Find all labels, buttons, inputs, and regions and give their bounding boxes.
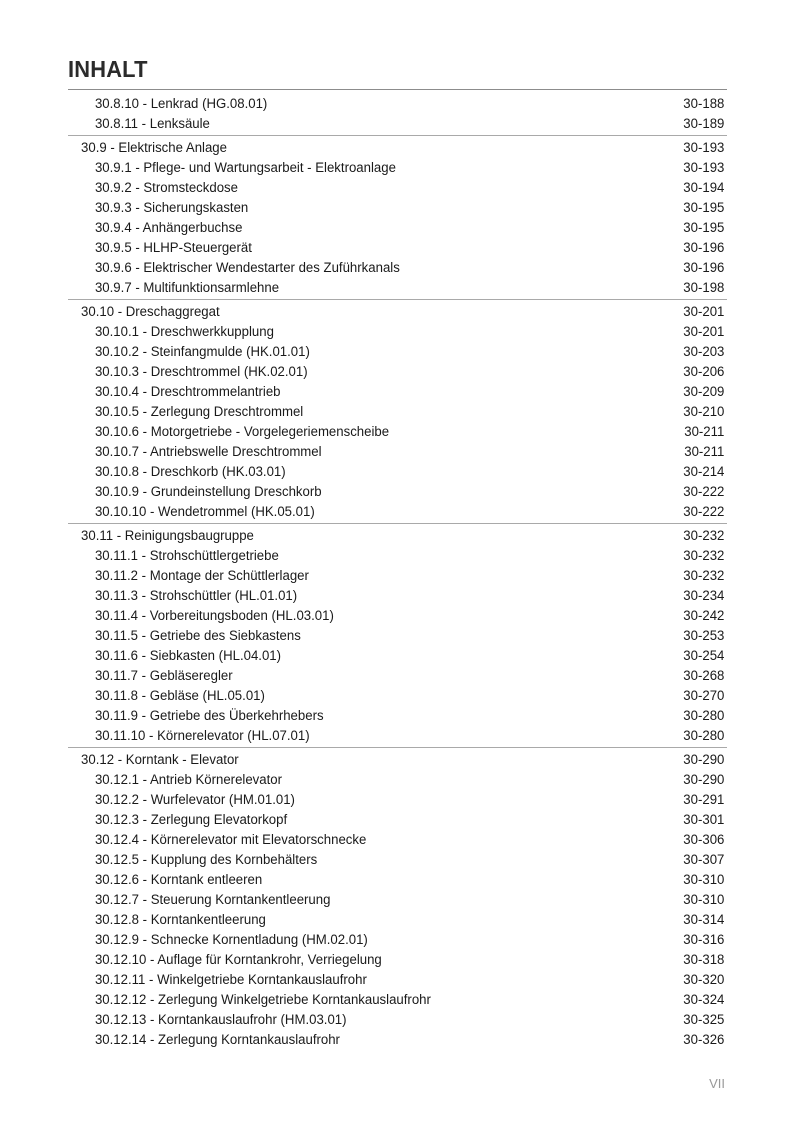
toc-entry-page: 30-196	[683, 260, 725, 276]
toc-entry-title: 30.9.7 - Multifunktionsarmlehne	[94, 280, 280, 296]
toc-entry-page: 30-290	[683, 772, 725, 788]
toc-entry[interactable]	[68, 94, 727, 114]
toc-entry[interactable]	[68, 850, 727, 870]
section-divider	[68, 523, 727, 524]
toc-entry-title: 30.9 - Elektrische Anlage	[81, 140, 227, 156]
toc-entry-title: 30.12.9 - Schnecke Kornentladung (HM.02.01)	[94, 932, 368, 948]
toc-entry-title: 30.11.10 - Körnerelevator (HL.07.01)	[94, 728, 310, 744]
toc-entry-page: 30-307	[683, 852, 725, 868]
toc-entry-page: 30-214	[683, 464, 725, 480]
toc-entry-page: 30-242	[683, 608, 725, 624]
toc-entry-page: 30-189	[683, 116, 725, 132]
toc-entry-page: 30-211	[684, 424, 725, 440]
toc-entry-title: 30.11.5 - Getriebe des Siebkastens	[94, 628, 301, 644]
toc-entry-page: 30-326	[683, 1032, 725, 1048]
toc-entry-title: 30.11.2 - Montage der Schüttlerlager	[94, 568, 309, 584]
toc-entry-page: 30-320	[683, 972, 725, 988]
page-title: INHALT	[68, 56, 148, 82]
toc-entry-title: 30.12.12 - Zerlegung Winkelgetriebe Korntankauslaufrohr	[94, 992, 431, 1008]
toc-entry-title: 30.12.13 - Korntankauslaufrohr (HM.03.01)	[94, 1012, 347, 1028]
toc-entry-title: 30.11.3 - Strohschüttler (HL.01.01)	[94, 588, 298, 604]
toc-entry-title: 30.10.2 - Steinfangmulde (HK.01.01)	[94, 344, 310, 360]
toc-entry-page: 30-196	[683, 240, 725, 256]
toc-entry-page: 30-195	[683, 200, 725, 216]
table-of-contents	[68, 94, 727, 1050]
toc-entry-title: 30.10.10 - Wendetrommel (HK.05.01)	[94, 504, 315, 520]
toc-entry-title: 30.8.10 - Lenkrad (HG.08.01)	[94, 96, 268, 112]
toc-entry-page: 30-280	[683, 728, 725, 744]
title-rule	[68, 89, 727, 90]
toc-entry-title: 30.10.4 - Dreschtrommelantrieb	[94, 384, 281, 400]
toc-entry-title: 30.10.3 - Dreschtrommel (HK.02.01)	[94, 364, 308, 380]
toc-entry-title: 30.9.3 - Sicherungskasten	[94, 200, 249, 216]
toc-entry[interactable]	[68, 402, 727, 422]
toc-entry[interactable]	[68, 870, 727, 890]
toc-entry-title: 30.12.14 - Zerlegung Korntankauslaufrohr	[94, 1032, 340, 1048]
toc-entry-page: 30-193	[683, 160, 725, 176]
toc-entry-page: 30-325	[683, 1012, 725, 1028]
toc-entry-page: 30-254	[683, 648, 725, 664]
toc-entry[interactable]	[68, 422, 727, 442]
toc-entry-page: 30-232	[683, 528, 725, 544]
toc-entry[interactable]	[68, 606, 727, 626]
toc-entry-title: 30.11.9 - Getriebe des Überkehrhebers	[94, 708, 324, 724]
toc-entry-title: 30.9.2 - Stromsteckdose	[94, 180, 238, 196]
toc-entry[interactable]	[68, 1030, 727, 1050]
toc-entry[interactable]	[68, 382, 727, 402]
toc-entry-title: 30.11.1 - Strohschüttlergetriebe	[94, 548, 279, 564]
toc-entry-page: 30-270	[683, 688, 725, 704]
toc-entry[interactable]	[68, 114, 727, 134]
section-divider	[68, 747, 727, 748]
toc-entry-page: 30-324	[683, 992, 725, 1008]
toc-entry-title: 30.12.10 - Auflage für Korntankrohr, Verriegelung	[94, 952, 382, 968]
toc-entry[interactable]	[68, 810, 727, 830]
toc-entry[interactable]	[68, 462, 727, 482]
toc-entry[interactable]	[68, 1010, 727, 1030]
toc-entry[interactable]	[68, 342, 727, 362]
toc-entry-page: 30-301	[683, 812, 725, 828]
toc-entry[interactable]	[68, 278, 727, 298]
toc-entry-page: 30-290	[683, 752, 725, 768]
toc-entry-page: 30-201	[683, 304, 725, 320]
toc-entry[interactable]	[68, 830, 727, 850]
toc-entry-title: 30.10.7 - Antriebswelle Dreschtrommel	[94, 444, 322, 460]
toc-section-entry[interactable]	[68, 750, 727, 770]
toc-entry-title: 30.10.9 - Grundeinstellung Dreschkorb	[94, 484, 322, 500]
toc-entry[interactable]	[68, 626, 727, 646]
toc-entry[interactable]	[68, 686, 727, 706]
toc-entry-title: 30.10.1 - Dreschwerkkupplung	[94, 324, 274, 340]
toc-entry-page: 30-201	[683, 324, 725, 340]
toc-section-entry[interactable]	[68, 138, 727, 158]
toc-entry-title: 30.9.1 - Pflege- und Wartungsarbeit - Elektroanlage	[94, 160, 396, 176]
toc-entry-page: 30-232	[683, 568, 725, 584]
toc-entry-title: 30.11.8 - Gebläse (HL.05.01)	[94, 688, 265, 704]
toc-entry-title: 30.9.4 - Anhängerbuchse	[94, 220, 243, 236]
toc-entry-title: 30.11 - Reinigungsbaugruppe	[81, 528, 254, 544]
toc-entry[interactable]	[68, 706, 727, 726]
toc-entry[interactable]	[68, 442, 727, 462]
toc-entry[interactable]	[68, 890, 727, 910]
toc-entry-title: 30.8.11 - Lenksäule	[94, 116, 210, 132]
toc-entry-title: 30.12.8 - Korntankentleerung	[94, 912, 266, 928]
toc-entry-page: 30-268	[683, 668, 725, 684]
toc-entry[interactable]	[68, 218, 727, 238]
toc-entry-page: 30-210	[683, 404, 725, 420]
toc-entry-title: 30.9.5 - HLHP-Steuergerät	[94, 240, 252, 256]
toc-entry[interactable]	[68, 930, 727, 950]
page-number: VII	[709, 1076, 725, 1091]
toc-entry-page: 30-314	[683, 912, 725, 928]
toc-entry-page: 30-291	[683, 792, 725, 808]
toc-entry-title: 30.11.4 - Vorbereitungsboden (HL.03.01)	[94, 608, 334, 624]
section-divider	[68, 135, 727, 136]
toc-entry-title: 30.12.6 - Korntank entleeren	[94, 872, 263, 888]
toc-entry-title: 30.12.4 - Körnerelevator mit Elevatorschnecke	[94, 832, 367, 848]
toc-entry[interactable]	[68, 646, 727, 666]
toc-entry-title: 30.11.6 - Siebkasten (HL.04.01)	[94, 648, 282, 664]
toc-entry-title: 30.12 - Korntank - Elevator	[81, 752, 239, 768]
toc-entry-page: 30-316	[683, 932, 725, 948]
toc-entry[interactable]	[68, 910, 727, 930]
toc-section-entry[interactable]	[68, 526, 727, 546]
toc-entry-page: 30-253	[683, 628, 725, 644]
toc-entry[interactable]	[68, 238, 727, 258]
toc-entry-page: 30-234	[683, 588, 725, 604]
toc-entry-page: 30-211	[684, 444, 725, 460]
toc-entry-page: 30-306	[683, 832, 725, 848]
toc-entry[interactable]	[68, 178, 727, 198]
toc-entry[interactable]	[68, 790, 727, 810]
toc-entry-page: 30-232	[683, 548, 725, 564]
toc-entry[interactable]	[68, 482, 727, 502]
toc-entry-page: 30-310	[683, 872, 725, 888]
toc-entry-title: 30.12.11 - Winkelgetriebe Korntankauslaufrohr	[94, 972, 367, 988]
toc-entry-title: 30.10 - Dreschaggregat	[81, 304, 220, 320]
toc-entry[interactable]	[68, 970, 727, 990]
toc-entry-title: 30.10.6 - Motorgetriebe - Vorgelegeriemenscheibe	[94, 424, 390, 440]
toc-entry-page: 30-222	[683, 484, 725, 500]
toc-entry-title: 30.11.7 - Gebläseregler	[94, 668, 233, 684]
toc-entry-page: 30-194	[683, 180, 725, 196]
toc-entry[interactable]	[68, 566, 727, 586]
toc-entry[interactable]	[68, 950, 727, 970]
toc-entry-page: 30-310	[683, 892, 725, 908]
toc-entry-title: 30.12.7 - Steuerung Korntankentleerung	[94, 892, 331, 908]
toc-entry[interactable]	[68, 502, 727, 522]
toc-entry-title: 30.10.8 - Dreschkorb (HK.03.01)	[94, 464, 286, 480]
toc-entry-page: 30-280	[683, 708, 725, 724]
toc-entry[interactable]	[68, 322, 727, 342]
toc-entry-page: 30-195	[683, 220, 725, 236]
toc-entry[interactable]	[68, 258, 727, 278]
toc-entry-page: 30-318	[683, 952, 725, 968]
toc-entry[interactable]	[68, 586, 727, 606]
toc-entry-page: 30-209	[683, 384, 725, 400]
toc-entry-title: 30.12.3 - Zerlegung Elevatorkopf	[94, 812, 288, 828]
toc-entry-title: 30.12.5 - Kupplung des Kornbehälters	[94, 852, 318, 868]
toc-entry-title: 30.12.2 - Wurfelevator (HM.01.01)	[94, 792, 295, 808]
toc-entry-title: 30.9.6 - Elektrischer Wendestarter des Zuführkanals	[94, 260, 400, 276]
section-divider	[68, 299, 727, 300]
toc-entry-page: 30-188	[683, 96, 725, 112]
toc-entry-page: 30-206	[683, 364, 725, 380]
toc-entry[interactable]	[68, 362, 727, 382]
toc-entry[interactable]	[68, 198, 727, 218]
toc-entry-page: 30-198	[683, 280, 725, 296]
toc-entry[interactable]	[68, 770, 727, 790]
toc-entry[interactable]	[68, 990, 727, 1010]
toc-entry[interactable]	[68, 666, 727, 686]
toc-section-entry[interactable]	[68, 302, 727, 322]
toc-entry-title: 30.10.5 - Zerlegung Dreschtrommel	[94, 404, 304, 420]
toc-entry-page: 30-203	[683, 344, 725, 360]
toc-entry[interactable]	[68, 546, 727, 566]
toc-entry-page: 30-222	[683, 504, 725, 520]
toc-entry[interactable]	[68, 158, 727, 178]
toc-entry-page: 30-193	[683, 140, 725, 156]
toc-entry-title: 30.12.1 - Antrieb Körnerelevator	[94, 772, 283, 788]
toc-entry[interactable]	[68, 726, 727, 746]
